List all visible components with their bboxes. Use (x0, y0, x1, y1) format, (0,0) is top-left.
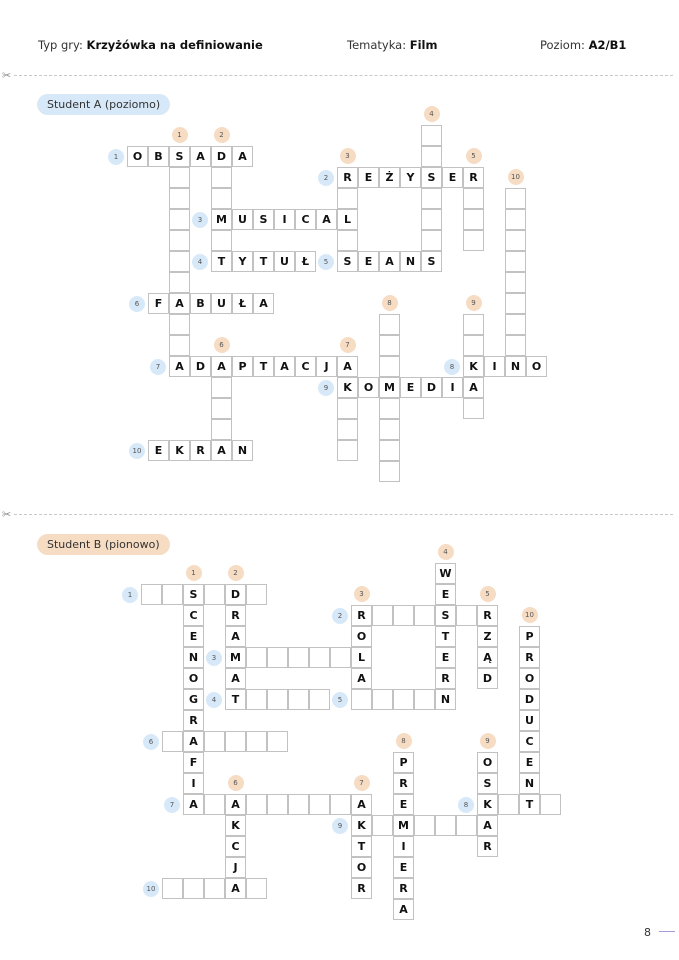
crossword-cell[interactable]: K (225, 815, 246, 836)
crossword-cell[interactable]: M (211, 209, 232, 230)
crossword-cell[interactable]: O (351, 626, 372, 647)
crossword-cell[interactable]: A (211, 356, 232, 377)
page-number: 8 (644, 926, 651, 939)
crossword-cell[interactable]: S (337, 251, 358, 272)
crossword-cell[interactable]: N (519, 773, 540, 794)
clue-number-badge: 1 (122, 587, 138, 603)
cut-line (14, 75, 673, 76)
crossword-cell[interactable] (456, 605, 477, 626)
crossword-cell[interactable]: L (337, 209, 358, 230)
crossword-cell[interactable]: C (295, 356, 316, 377)
crossword-cell[interactable]: C (183, 605, 204, 626)
crossword-cell[interactable] (330, 647, 351, 668)
crossword-cell[interactable] (267, 731, 288, 752)
crossword-cell[interactable]: T (225, 689, 246, 710)
crossword-cell[interactable] (463, 188, 484, 209)
clue-number-badge: 7 (340, 337, 356, 353)
crossword-cell[interactable]: U (274, 251, 295, 272)
clue-number-badge: 2 (228, 565, 244, 581)
game-type-label: Typ gry: (38, 38, 83, 52)
crossword-cell[interactable]: I (274, 209, 295, 230)
crossword-cell[interactable] (337, 398, 358, 419)
crossword-cell[interactable] (393, 605, 414, 626)
crossword-cell[interactable]: Y (400, 167, 421, 188)
crossword-cell[interactable] (421, 188, 442, 209)
crossword-cell[interactable] (414, 605, 435, 626)
crossword-cell[interactable]: Y (232, 251, 253, 272)
topic-value: Film (409, 38, 438, 52)
clue-number-badge: 6 (143, 734, 159, 750)
clue-number-badge: 6 (214, 337, 230, 353)
crossword-cell[interactable]: R (519, 647, 540, 668)
crossword-cell[interactable] (505, 209, 526, 230)
crossword-cell[interactable]: D (477, 668, 498, 689)
crossword-cell[interactable]: T (253, 356, 274, 377)
crossword-cell[interactable] (414, 689, 435, 710)
clue-number-badge: 10 (522, 607, 538, 623)
crossword-cell[interactable]: U (211, 293, 232, 314)
crossword-cell[interactable] (379, 461, 400, 482)
clue-number-badge: 9 (466, 295, 482, 311)
crossword-cell[interactable] (169, 188, 190, 209)
clue-number-badge: 8 (444, 359, 460, 375)
crossword-cell[interactable] (379, 335, 400, 356)
crossword-cell[interactable]: D (421, 377, 442, 398)
crossword-cell[interactable] (372, 689, 393, 710)
game-type-value: Krzyżówka na definiowanie (86, 38, 263, 52)
clue-number-badge: 10 (143, 881, 159, 897)
crossword-cell[interactable] (421, 125, 442, 146)
crossword-cell[interactable] (288, 794, 309, 815)
crossword-cell[interactable]: A (337, 356, 358, 377)
clue-number-badge: 7 (150, 359, 166, 375)
crossword-cell[interactable] (169, 230, 190, 251)
crossword-cell[interactable]: S (421, 167, 442, 188)
crossword-cell[interactable]: E (183, 626, 204, 647)
crossword-cell[interactable] (414, 815, 435, 836)
crossword-cell[interactable] (204, 794, 225, 815)
clue-number-badge: 4 (206, 692, 222, 708)
crossword-cell[interactable]: K (477, 794, 498, 815)
crossword-cell[interactable] (505, 251, 526, 272)
crossword-cell[interactable]: J (316, 356, 337, 377)
crossword-cell[interactable]: J (225, 857, 246, 878)
crossword-cell[interactable]: F (183, 752, 204, 773)
crossword-cell[interactable] (456, 815, 477, 836)
clue-number-badge: 2 (318, 170, 334, 186)
crossword-cell[interactable]: N (435, 689, 456, 710)
crossword-cell[interactable] (379, 398, 400, 419)
clue-number-badge: 6 (228, 775, 244, 791)
topic (347, 38, 437, 52)
crossword-cell[interactable]: E (393, 794, 414, 815)
crossword-cell[interactable]: S (183, 584, 204, 605)
crossword-cell[interactable] (267, 689, 288, 710)
crossword-cell[interactable]: R (435, 668, 456, 689)
crossword-cell[interactable] (498, 794, 519, 815)
clue-number-badge: 7 (354, 775, 370, 791)
crossword-cell[interactable] (379, 440, 400, 461)
crossword-cell[interactable] (211, 188, 232, 209)
crossword-cell[interactable] (351, 689, 372, 710)
crossword-cell[interactable] (337, 440, 358, 461)
crossword-cell[interactable] (379, 314, 400, 335)
student-a-title: Student A (poziomo) (37, 94, 170, 115)
crossword-cell[interactable]: T (211, 251, 232, 272)
crossword-cell[interactable] (309, 689, 330, 710)
crossword-cell[interactable] (463, 209, 484, 230)
crossword-cell[interactable]: O (358, 377, 379, 398)
clue-number-badge: 9 (480, 733, 496, 749)
crossword-cell[interactable]: E (435, 647, 456, 668)
crossword-cell[interactable] (463, 314, 484, 335)
crossword-cell[interactable]: P (232, 356, 253, 377)
crossword-cell[interactable]: R (463, 167, 484, 188)
crossword-cell[interactable] (246, 794, 267, 815)
crossword-cell[interactable] (372, 605, 393, 626)
crossword-cell[interactable]: D (519, 689, 540, 710)
crossword-cell[interactable] (162, 878, 183, 899)
clue-number-badge: 7 (164, 797, 180, 813)
crossword-cell[interactable] (505, 230, 526, 251)
crossword-cell[interactable]: N (232, 440, 253, 461)
crossword-cell[interactable]: Ł (232, 293, 253, 314)
crossword-cell[interactable] (141, 584, 162, 605)
clue-number-badge: 10 (508, 169, 524, 185)
crossword-cell[interactable] (505, 188, 526, 209)
crossword-cell[interactable]: A (183, 731, 204, 752)
crossword-cell[interactable]: A (225, 878, 246, 899)
crossword-cell[interactable]: N (400, 251, 421, 272)
crossword-cell[interactable] (162, 584, 183, 605)
crossword-cell[interactable]: A (225, 668, 246, 689)
crossword-cell[interactable]: A (183, 794, 204, 815)
crossword-cell[interactable]: R (351, 605, 372, 626)
crossword-cell[interactable] (169, 314, 190, 335)
crossword-cell[interactable]: F (148, 293, 169, 314)
crossword-cell[interactable] (246, 878, 267, 899)
crossword-cell[interactable] (267, 794, 288, 815)
clue-number-badge: 5 (466, 148, 482, 164)
crossword-cell[interactable]: R (393, 773, 414, 794)
crossword-cell[interactable] (183, 878, 204, 899)
crossword-cell[interactable]: R (337, 167, 358, 188)
clue-number-badge: 4 (192, 254, 208, 270)
clue-number-badge: 8 (382, 295, 398, 311)
clue-number-badge: 1 (108, 149, 124, 165)
crossword-cell[interactable]: P (393, 752, 414, 773)
crossword-cell[interactable]: K (351, 815, 372, 836)
crossword-cell[interactable]: D (225, 584, 246, 605)
crossword-cell[interactable]: I (484, 356, 505, 377)
crossword-cell[interactable]: S (435, 605, 456, 626)
crossword-cell[interactable] (505, 335, 526, 356)
crossword-cell[interactable]: L (351, 647, 372, 668)
level-label: Poziom: (540, 38, 585, 52)
crossword-cell[interactable]: I (183, 773, 204, 794)
crossword-cell[interactable]: Ą (477, 647, 498, 668)
crossword-cell[interactable]: R (477, 605, 498, 626)
crossword-cell[interactable] (421, 209, 442, 230)
crossword-cell[interactable]: O (477, 752, 498, 773)
clue-number-badge: 3 (192, 212, 208, 228)
clue-number-badge: 3 (340, 148, 356, 164)
crossword-cell[interactable]: A (477, 815, 498, 836)
crossword-cell[interactable]: U (519, 710, 540, 731)
crossword-cell[interactable]: M (225, 647, 246, 668)
crossword-cell[interactable]: Z (477, 626, 498, 647)
crossword-cell[interactable] (505, 272, 526, 293)
crossword-cell[interactable]: A (211, 440, 232, 461)
crossword-cell[interactable]: R (225, 605, 246, 626)
crossword-cell[interactable]: I (442, 377, 463, 398)
crossword-cell[interactable] (309, 647, 330, 668)
crossword-cell[interactable] (463, 230, 484, 251)
crossword-cell[interactable]: E (393, 857, 414, 878)
clue-number-badge: 8 (396, 733, 412, 749)
crossword-cell[interactable]: O (183, 668, 204, 689)
crossword-cell[interactable]: A (225, 794, 246, 815)
student-b-title: Student B (pionowo) (37, 534, 170, 555)
crossword-cell[interactable]: A (316, 209, 337, 230)
crossword-cell[interactable] (505, 314, 526, 335)
crossword-cell[interactable]: R (393, 878, 414, 899)
crossword-cell[interactable] (225, 731, 246, 752)
crossword-cell[interactable] (162, 731, 183, 752)
clue-number-badge: 4 (438, 544, 454, 560)
crossword-cell[interactable] (288, 689, 309, 710)
crossword-cell[interactable] (211, 419, 232, 440)
crossword-cell[interactable]: P (519, 626, 540, 647)
clue-number-badge: 10 (129, 443, 145, 459)
crossword-cell[interactable]: A (393, 899, 414, 920)
crossword-cell[interactable]: I (393, 836, 414, 857)
clue-number-badge: 1 (172, 127, 188, 143)
crossword-cell[interactable]: Ł (295, 251, 316, 272)
crossword-cell[interactable] (421, 146, 442, 167)
crossword-cell[interactable] (309, 794, 330, 815)
crossword-cell[interactable]: O (519, 668, 540, 689)
clue-number-badge: 5 (480, 586, 496, 602)
crossword-cell[interactable]: A (169, 356, 190, 377)
crossword-cell[interactable] (337, 230, 358, 251)
crossword-cell[interactable] (330, 794, 351, 815)
crossword-cell[interactable]: D (211, 146, 232, 167)
clue-number-badge: 2 (214, 127, 230, 143)
crossword-cell[interactable] (246, 647, 267, 668)
crossword-cell[interactable]: C (225, 836, 246, 857)
crossword-cell[interactable]: R (351, 878, 372, 899)
page-number-line (659, 931, 675, 932)
crossword-cell[interactable]: B (148, 146, 169, 167)
crossword-cell[interactable]: E (148, 440, 169, 461)
topic-label: Tematyka: (347, 38, 407, 52)
crossword-cell[interactable]: O (351, 857, 372, 878)
crossword-cell[interactable]: A (190, 146, 211, 167)
crossword-cell[interactable]: T (351, 836, 372, 857)
crossword-cell[interactable]: T (435, 626, 456, 647)
crossword-cell[interactable]: K (169, 440, 190, 461)
crossword-cell[interactable]: S (253, 209, 274, 230)
crossword-cell[interactable] (505, 293, 526, 314)
clue-number-badge: 2 (332, 608, 348, 624)
crossword-cell[interactable] (204, 731, 225, 752)
crossword-cell[interactable]: A (169, 293, 190, 314)
crossword-cell[interactable] (379, 419, 400, 440)
scissors-icon: ✂ (2, 69, 12, 82)
crossword-cell[interactable]: T (253, 251, 274, 272)
crossword-cell[interactable] (211, 398, 232, 419)
crossword-cell[interactable] (169, 167, 190, 188)
crossword-cell[interactable]: M (393, 815, 414, 836)
crossword-cell[interactable]: R (477, 836, 498, 857)
crossword-cell[interactable]: E (519, 752, 540, 773)
crossword-cell[interactable]: C (295, 209, 316, 230)
game-type (38, 38, 263, 52)
crossword-cell[interactable] (393, 689, 414, 710)
crossword-cell[interactable]: E (358, 251, 379, 272)
crossword-cell[interactable] (540, 794, 561, 815)
crossword-cell[interactable]: B (190, 293, 211, 314)
crossword-cell[interactable] (372, 815, 393, 836)
scissors-icon: ✂ (2, 508, 12, 521)
clue-number-badge: 3 (354, 586, 370, 602)
crossword-cell[interactable] (246, 689, 267, 710)
crossword-cell[interactable] (379, 356, 400, 377)
crossword-cell[interactable]: A (351, 794, 372, 815)
crossword-cell[interactable] (204, 878, 225, 899)
crossword-cell[interactable] (421, 230, 442, 251)
cut-line (14, 514, 673, 515)
crossword-cell[interactable]: T (519, 794, 540, 815)
clue-number-badge: 1 (186, 565, 202, 581)
crossword-cell[interactable] (463, 398, 484, 419)
crossword-cell[interactable]: A (225, 626, 246, 647)
crossword-cell[interactable]: D (190, 356, 211, 377)
crossword-cell[interactable] (169, 209, 190, 230)
crossword-cell[interactable] (246, 731, 267, 752)
clue-number-badge: 5 (318, 254, 334, 270)
clue-number-badge: 8 (458, 797, 474, 813)
level (540, 38, 626, 52)
crossword-cell[interactable] (435, 815, 456, 836)
crossword-cell[interactable]: N (183, 647, 204, 668)
crossword-cell[interactable]: E (442, 167, 463, 188)
crossword-cell[interactable] (246, 584, 267, 605)
clue-number-badge: 6 (129, 296, 145, 312)
crossword-cell[interactable] (204, 584, 225, 605)
crossword-cell[interactable]: U (232, 209, 253, 230)
crossword-cell[interactable]: K (337, 377, 358, 398)
crossword-cell[interactable]: A (274, 356, 295, 377)
crossword-cell[interactable]: A (253, 293, 274, 314)
crossword-cell[interactable] (169, 335, 190, 356)
crossword-cell[interactable]: E (358, 167, 379, 188)
crossword-cell[interactable]: G (183, 689, 204, 710)
crossword-cell[interactable] (337, 188, 358, 209)
crossword-cell[interactable]: S (477, 773, 498, 794)
crossword-cell[interactable]: W (435, 563, 456, 584)
crossword-cell[interactable] (288, 647, 309, 668)
level-value: A2/B1 (588, 38, 627, 52)
crossword-cell[interactable]: R (183, 710, 204, 731)
crossword-cell[interactable] (211, 377, 232, 398)
clue-number-badge: 4 (424, 106, 440, 122)
crossword-cell[interactable] (169, 251, 190, 272)
crossword-cell[interactable]: M (379, 377, 400, 398)
crossword-cell[interactable]: O (526, 356, 547, 377)
crossword-cell[interactable] (337, 419, 358, 440)
crossword-cell[interactable]: E (400, 377, 421, 398)
crossword-cell[interactable]: S (421, 251, 442, 272)
clue-number-badge: 9 (318, 380, 334, 396)
crossword-cell[interactable]: C (519, 731, 540, 752)
crossword-cell[interactable]: A (379, 251, 400, 272)
crossword-cell[interactable]: O (127, 146, 148, 167)
crossword-cell[interactable] (169, 272, 190, 293)
crossword-cell[interactable]: K (463, 356, 484, 377)
clue-number-badge: 9 (332, 818, 348, 834)
crossword-cell[interactable]: Ż (379, 167, 400, 188)
crossword-cell[interactable]: R (190, 440, 211, 461)
crossword-cell[interactable]: S (169, 146, 190, 167)
crossword-cell[interactable]: A (463, 377, 484, 398)
clue-number-badge: 5 (332, 692, 348, 708)
crossword-cell[interactable]: N (505, 356, 526, 377)
crossword-cell[interactable]: A (232, 146, 253, 167)
crossword-cell[interactable] (463, 335, 484, 356)
crossword-cell[interactable] (211, 167, 232, 188)
crossword-cell[interactable]: E (435, 584, 456, 605)
clue-number-badge: 3 (206, 650, 222, 666)
crossword-cell[interactable] (211, 230, 232, 251)
crossword-cell[interactable]: A (351, 668, 372, 689)
crossword-cell[interactable] (267, 647, 288, 668)
